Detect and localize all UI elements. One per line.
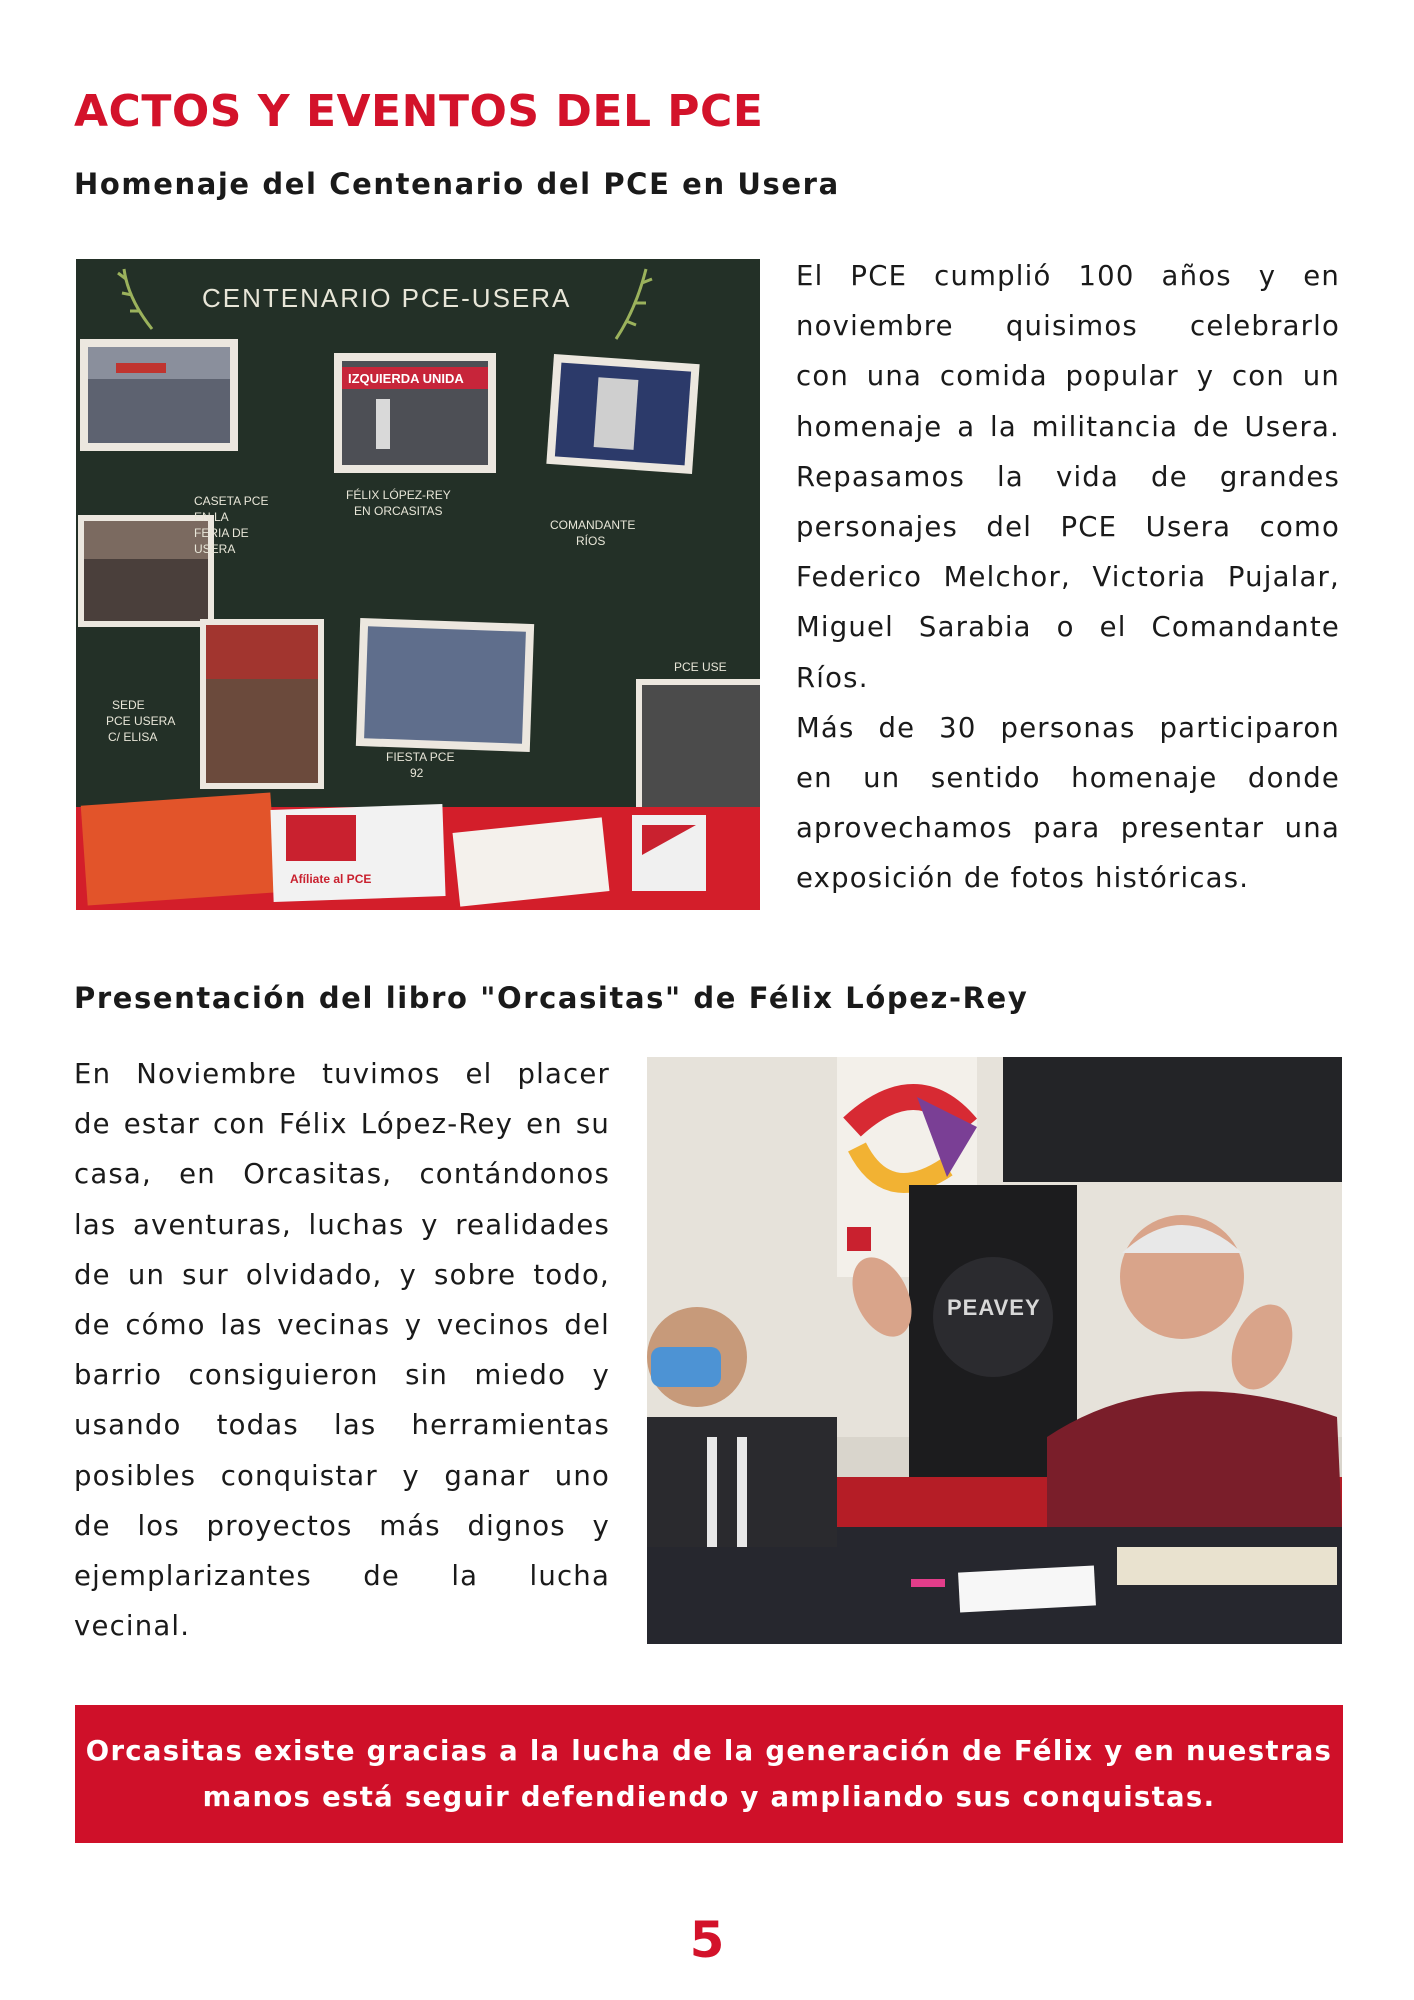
svg-text:FIESTA PCE: FIESTA PCE bbox=[386, 750, 455, 764]
paragraph-line: usando todas las herramientas bbox=[74, 1409, 610, 1442]
svg-text:USERA: USERA bbox=[194, 542, 236, 556]
orcasitas-paragraph bbox=[74, 1049, 610, 1651]
paragraph-line: las aventuras, luchas y realidades bbox=[74, 1208, 610, 1241]
book-stack bbox=[1117, 1547, 1337, 1585]
speaker-brand: PEAVEY bbox=[947, 1295, 1041, 1320]
label-pce-use: PCE USE bbox=[674, 660, 727, 674]
paragraph-line: Federico Melchor, Victoria Pujalar, bbox=[796, 561, 1340, 594]
svg-text:EN LA: EN LA bbox=[194, 510, 229, 524]
board-heading: CENTENARIO PCE-USERA bbox=[202, 283, 572, 313]
paragraph-line: El PCE cumplió 100 años y en bbox=[796, 260, 1340, 292]
paragraph-line: barrio consiguieron sin miedo y bbox=[74, 1359, 610, 1392]
page-title: ACTOS Y EVENTOS DEL PCE bbox=[74, 86, 764, 137]
photo-caseta-feria bbox=[80, 339, 238, 451]
papers bbox=[958, 1565, 1096, 1612]
photo-comandante-rios bbox=[546, 354, 699, 474]
marker-pen bbox=[911, 1579, 945, 1587]
svg-text:COMANDANTE: COMANDANTE bbox=[550, 518, 636, 532]
paragraph-line: casa, en Orcasitas, contándonos bbox=[74, 1158, 610, 1191]
svg-text:RÍOS: RÍOS bbox=[576, 534, 606, 548]
callout-line-1: Orcasitas existe gracias a la lucha de la generación de Félix y en nuestras bbox=[85, 1735, 1333, 1767]
paragraph-line: de los proyectos más dignos y bbox=[74, 1509, 610, 1542]
leaflet-afiliate: Afíliate al PCE bbox=[290, 872, 372, 886]
photo-fiesta-pce bbox=[356, 618, 534, 752]
paragraph-line: En Noviembre tuvimos el placer bbox=[74, 1058, 610, 1090]
paragraph-line: Miguel Sarabia o el Comandante bbox=[796, 611, 1340, 644]
paragraph-line: exposición de fotos históricas. bbox=[796, 862, 1250, 895]
svg-text:EN ORCASITAS: EN ORCASITAS bbox=[354, 504, 443, 518]
paragraph-line: personajes del PCE Usera como bbox=[796, 511, 1340, 544]
svg-text:SEDE: SEDE bbox=[112, 698, 145, 712]
centenario-exhibition-photo bbox=[76, 259, 760, 910]
svg-text:FÉLIX LÓPEZ-REY: FÉLIX LÓPEZ-REY bbox=[346, 488, 451, 502]
svg-text:FERIA DE: FERIA DE bbox=[194, 526, 249, 540]
paragraph-line: de cómo las vecinas y vecinos del bbox=[74, 1309, 610, 1342]
photo-izquierda-unida bbox=[334, 353, 496, 473]
paragraph-line: posibles conquistar y ganar uno bbox=[74, 1459, 610, 1492]
paragraph-line: de estar con Félix López-Rey en su bbox=[74, 1108, 610, 1141]
callout-line-2: manos está seguir defendiendo y ampliando sus conquistas. bbox=[202, 1781, 1216, 1813]
paragraph-line: homenaje a la militancia de Usera. bbox=[796, 410, 1340, 443]
tv-screen bbox=[1003, 1057, 1342, 1182]
section-title-orcasitas: Presentación del libro "Orcasitas" de Félix López-Rey bbox=[74, 981, 1029, 1015]
book-presentation-photo bbox=[647, 1057, 1342, 1644]
paragraph-line: de un sur olvidado, y sobre todo, bbox=[74, 1258, 610, 1291]
svg-text:92: 92 bbox=[410, 766, 424, 780]
banner-izquierda-unida: IZQUIERDA UNIDA bbox=[348, 371, 464, 386]
svg-text:C/ ELISA: C/ ELISA bbox=[108, 730, 158, 744]
paragraph-line: Ríos. bbox=[796, 661, 869, 694]
paragraph-line: noviembre quisimos celebrarlo bbox=[796, 310, 1340, 343]
photo-pce-usera-bw bbox=[636, 679, 760, 819]
paragraph-line: con una comida popular y con un bbox=[796, 360, 1340, 393]
page-number: 5 bbox=[689, 1911, 725, 1969]
paragraph-line: ejemplarizantes de la lucha bbox=[74, 1560, 610, 1593]
highlight-callout bbox=[75, 1705, 1343, 1843]
centenario-paragraph bbox=[796, 251, 1340, 904]
paragraph-line: aprovechamos para presentar una bbox=[796, 812, 1340, 845]
svg-text:PCE USERA: PCE USERA bbox=[106, 714, 176, 728]
section-title-centenario: Homenaje del Centenario del PCE en Usera bbox=[74, 167, 840, 201]
paragraph-line: Repasamos la vida de grandes bbox=[796, 460, 1340, 493]
photo-sede-elisa bbox=[200, 619, 324, 789]
svg-text:CASETA PCE: CASETA PCE bbox=[194, 494, 269, 508]
paragraph-line: en un sentido homenaje donde bbox=[796, 762, 1340, 795]
paragraph-line: vecinal. bbox=[74, 1610, 191, 1643]
paragraph-line: Más de 30 personas participaron bbox=[796, 711, 1340, 744]
